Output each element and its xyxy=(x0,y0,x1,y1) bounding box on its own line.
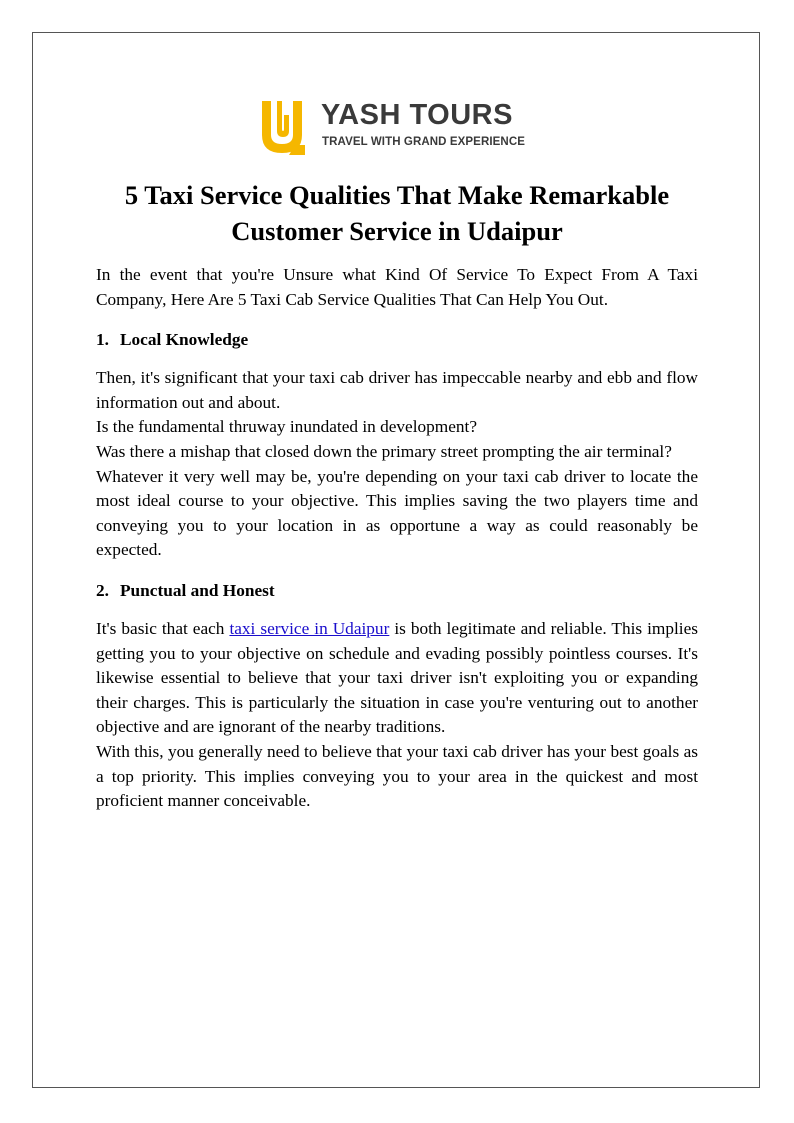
taxi-service-udaipur-link[interactable]: taxi service in Udaipur xyxy=(229,618,390,638)
paragraph-text: It's basic that each xyxy=(96,618,230,638)
section-heading-text: Punctual and Honest xyxy=(120,580,275,600)
logo-name: YASH TOURS xyxy=(321,99,513,131)
section-1-paragraph-3: Was there a mishap that closed down the primary street prompting the air terminal? xyxy=(96,441,672,461)
section-heading-local-knowledge xyxy=(96,328,698,352)
section-number: 2. xyxy=(96,580,109,600)
page-title: 5 Taxi Service Qualities That Make Remarkable Customer Service in Udaipur xyxy=(124,180,670,246)
document-body xyxy=(96,263,698,814)
company-logo xyxy=(259,95,539,159)
section-heading-text: Local Knowledge xyxy=(120,330,249,350)
section-2-paragraph-1 xyxy=(96,617,698,740)
logo-tagline: TRAVEL WITH GRAND EXPERIENCE xyxy=(322,136,525,148)
section-1-paragraph-4: Whatever it very well may be, you're depending on your taxi cab driver to locate the most ideal course to your objective. This implies saving the two players time and conveying you to your location in as opportune a way as could reasonably be expected. xyxy=(96,466,698,560)
yash-tours-logo-mark-icon xyxy=(259,95,309,157)
section-number: 1. xyxy=(96,330,109,350)
section-heading-punctual-honest xyxy=(96,579,698,603)
section-2-paragraph-2: With this, you generally need to believe that your taxi cab driver has your best goals as a top priority. This implies conveying you to your area in the quickest and most proficient manner conceivable. xyxy=(96,741,698,811)
section-1-paragraph-2: Is the fundamental thruway inundated in development? xyxy=(96,417,478,437)
section-1-paragraph-1: Then, it's significant that your taxi cab driver has impeccable nearby and ebb and flow information out and about. xyxy=(96,368,698,412)
intro-paragraph: In the event that you're Unsure what Kind Of Service To Expect From A Taxi Company, Here Are 5 Taxi Cab Service Qualities That Can Help You Out. xyxy=(96,265,698,309)
paragraph-text: is both legitimate and reliable. This implies getting you to your objective on schedule and evading possibly pointless courses. It's likewise essential to believe that your taxi driver isn't exploiting you or expanding their charges. This is particularly the situation in case you're venturing out to another objective and are ignorant of the nearby traditions. xyxy=(96,618,698,737)
